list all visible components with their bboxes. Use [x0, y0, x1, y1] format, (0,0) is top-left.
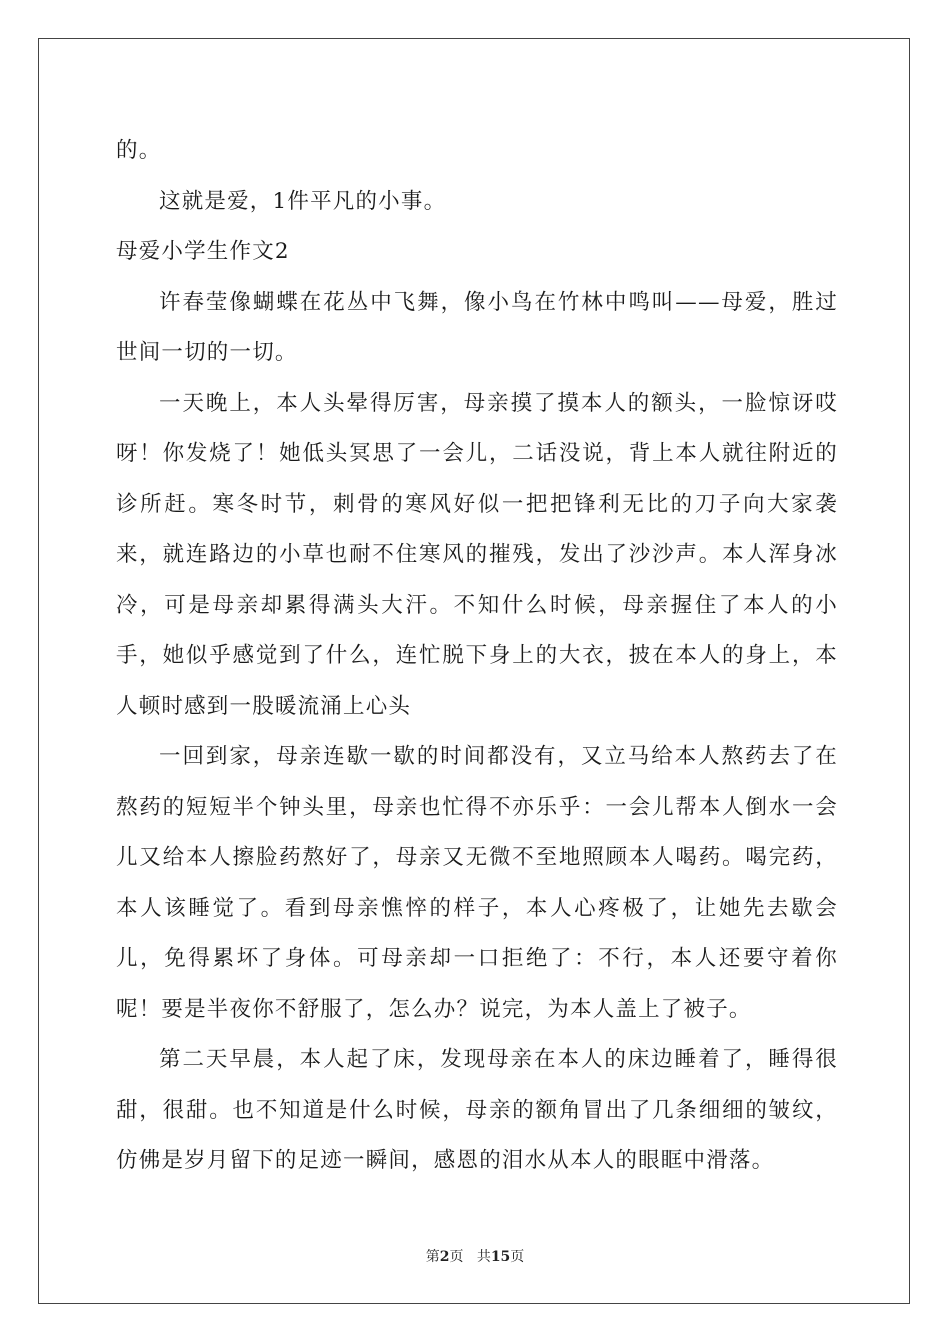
paragraph: 许春莹像蝴蝶在花丛中飞舞，像小鸟在竹林中鸣叫——母爱，胜过世间一切的一切。: [116, 289, 838, 365]
footer-page-prefix: 第: [425, 1249, 440, 1265]
footer-page-suffix: 页: [449, 1249, 464, 1265]
paragraph: 一天晚上，本人头晕得厉害，母亲摸了摸本人的额头，一脸惊讶哎呀！你发烧了！她低头冥思了一会儿，二话没说，背上本人就往附近的诊所赶。寒冬时节，刺骨的寒风好似一把把锋利无比的刀子向大家袭来，就连路边的小草也耐不住寒风的摧残，发出了沙沙声。本人浑身冰冷，可是母亲却累得满头大汗。不知什么时候，母亲握住了本人的小手，她似乎感觉到了什么，连忙脱下身上的大衣，披在本人的身上，本人顿时感到一股暖流涌上心头: [116, 390, 838, 719]
footer-page-number: 2: [439, 1249, 450, 1265]
document-body: [116, 126, 838, 1187]
footer-total-suffix: 页: [510, 1249, 525, 1265]
section-heading: 母爱小学生作文2: [116, 239, 290, 264]
footer-total-prefix: 共: [476, 1249, 491, 1265]
footer-total-number: 15: [490, 1249, 511, 1265]
paragraph: 第二天早晨，本人起了床，发现母亲在本人的床边睡着了，睡得很甜，很甜。也不知道是什么时候，母亲的额角冒出了几条细细的皱纹，仿佛是岁月留下的足迹一瞬间，感恩的泪水从本人的眼眶中滑落。: [116, 1047, 838, 1173]
page-footer: [0, 1246, 950, 1266]
paragraph: 一回到家，母亲连歇一歇的时间都没有，又立马给本人熬药去了在熬药的短短半个钟头里，母亲也忙得不亦乐乎：一会儿帮本人倒水一会儿又给本人擦脸药熬好了，母亲又无微不至地照顾本人喝药。喝完药，本人该睡觉了。看到母亲憔悴的样子，本人心疼极了，让她先去歇会儿，免得累坏了身体。可母亲却一口拒绝了：不行，本人还要守着你呢！要是半夜你不舒服了，怎么办？说完，为本人盖上了被子。: [116, 744, 838, 1022]
paragraph-continuation: 的。: [116, 138, 162, 163]
paragraph: 这就是爱，1件平凡的小事。: [159, 188, 447, 214]
